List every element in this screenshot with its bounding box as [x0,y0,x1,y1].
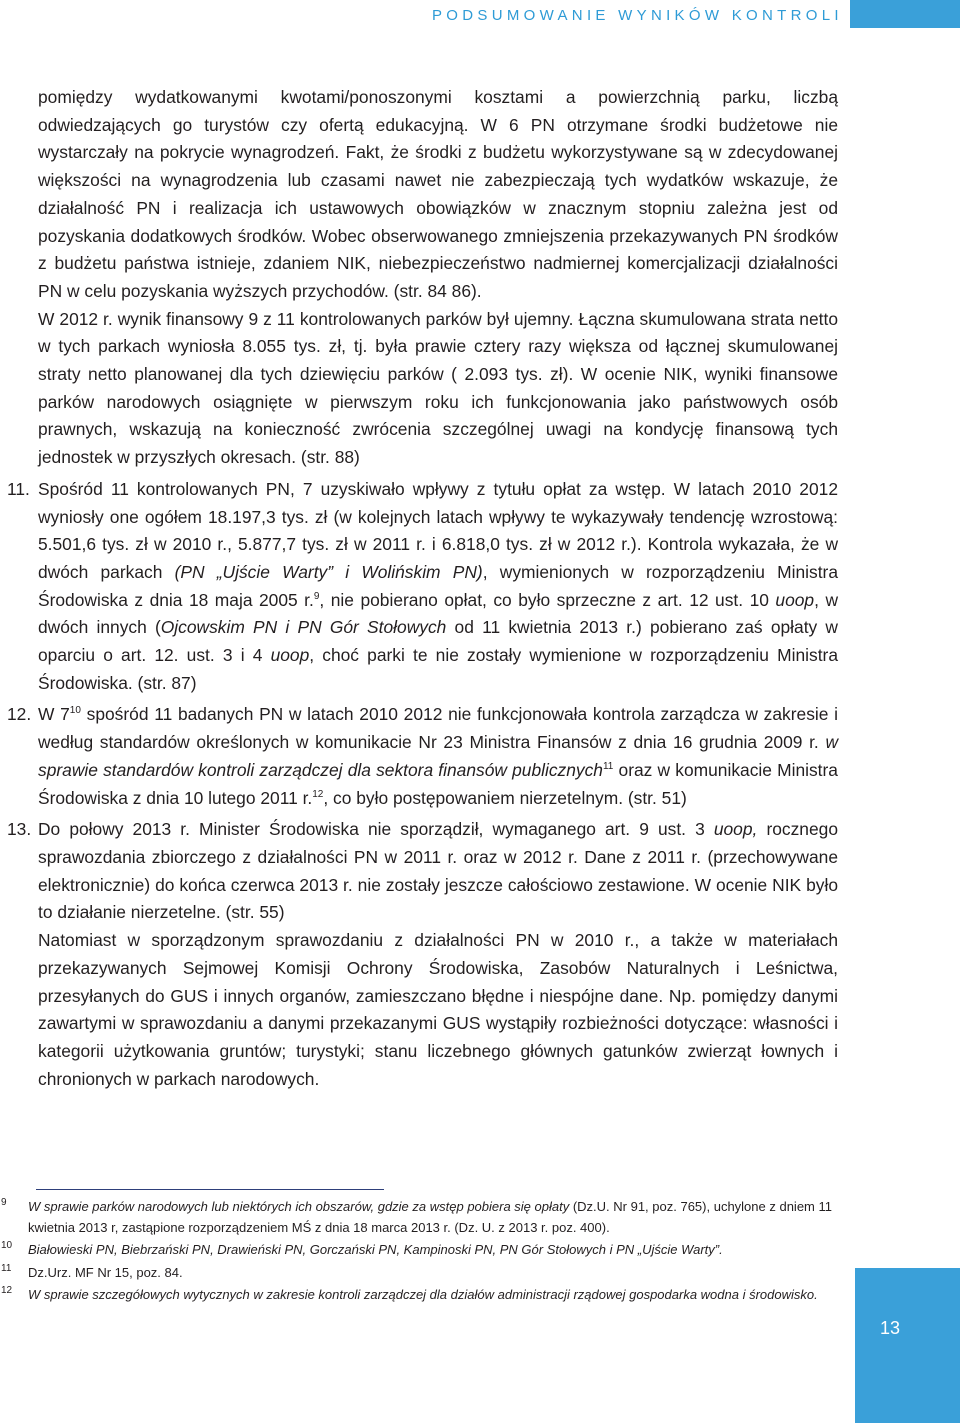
paragraph-2012-result: W 2012 r. wynik finansowy 9 z 11 kontrolowanych parków był ujemny. Łączna skumulowana strata netto w tych parkach wyniosła 8.055 tys. zł, tj. była prawie cztery razy większa od łącznej skumulowanej straty netto planowanej dla tych dziewięciu parków ( 2.093 tys. zł). W ocenie NIK, wyniki finansowe parków narodowych osiągnięte w pierwszym roku ich funkcjonowania jako państwowych osób prawnych, wskazują na konieczność zwrócenia szczególnej uwagi na kondycję finansową tych jednostek w przyszłych okresach. (str. 88) [38,308,838,468]
footnote-separator [36,1189,384,1190]
footnote-12: 12 W sprawie szczegółowych wytycznych w zakresie kontroli zarządczej dla działów administracji rządowej gospodarka wodna i środowisko. [28,1285,840,1306]
list-item-13 [7,816,838,1093]
list-item-text: Spośród 11 kontrolowanych PN, 7 uzyskiwało wpływy z tytułu opłat za wstęp. W latach 2010 2012 wyniosły one ogółem 18.197,3 tys. zł (w kolejnych latach wpływy te wykazywały tendencję wzrostową: 5.501,6 tys. zł w 2010 r., 5.877,7 tys. zł w 2011 r. i 6.818,0 tys. zł w 2012 r.). Kontrola wykazała, że w dwóch parkach (PN „Ujście Warty” i Wolińskim PN), wymienionych w rozporządzeniu Ministra Środowiska z dnia 18 maja 2005 r.$^9$, nie pobierano opłat, co było sprzeczne z art. 12 ust. 10 uoop, w dwóch innych (Ojcowskim PN i PN Gór Stołowych od 11 kwietnia 2013 r.) pobierano zaś opłaty w oparciu o art. 12. ust. 3 i 4 uoop, choć parki te nie zostały wymienione w rozporządzeniu Ministra Środowiska. (str. 87) [38,478,839,693]
footnote-number: 10 [1,1240,13,1251]
running-header: PODSUMOWANIE WYNIKÓW KONTROLI [432,7,843,24]
footnote-10: 10 Białowieski PN, Biebrzański PN, Drawieński PN, Gorczański PN, Kampinoski PN, PN Gór Stołowych i PN „Ujście Warty”. [28,1240,840,1261]
footnote-ref: 9 [313,590,320,602]
list-item-text: W $7^{10}$ spośród 11 badanych PN w latach 2010 2012 nie funkcjonowała kontrola zarządcza w zakresie i według standardów określonych w komunikacie Nr 23 Ministra Finansów z dnia 16 grudnia 2009 r. w sprawie standardów kontroli zarządczej dla sektora finansów publicznych$^{11}$ oraz w komunikacie Ministra Środowiska z dnia 10 lutego 2011 r.$^{12}$, co było postępowaniem nierzetelnym. (str. 51) [38,704,839,808]
list-item-11 [7,476,839,698]
list-item-number: 13. [7,819,32,840]
footnote-number: 12 [1,1285,13,1296]
footnote-number: 11 [1,1262,12,1274]
list-item-12 [7,701,839,812]
header-color-tab [850,0,960,28]
main-text [7,84,839,1093]
footnote-ref: 12 [312,788,324,800]
footnotes [1,1197,840,1308]
list-item-number: 11. [7,478,30,499]
footnote-ref: 11 [602,761,614,773]
footnote-11: 11 Dz.Urz. MF Nr 15, poz. 84. [28,1263,840,1284]
footnote-number: 9 [1,1197,7,1208]
list-item-text-continued: Natomiast w sporządzonym sprawozdaniu z działalności PN w 2010 r., a także w materiałach przekazywanych Sejmowej Komisji Ochrony Środowiska, Zasobów Naturalnych i Leśnictwa, przesyłanych do GUS i innych organów, zamieszczano błędne i niespójne dane. Np. pomiędzy danymi zawartymi w sprawozdaniu a danymi przekazanymi GUS wystąpiły rozbieżności dotyczące: własności i kategorii użytkowania gruntów; turystyki; stanu liczebnego głównych gatunków zwierząt łownych i chronionych w parkach narodowych. [38,930,838,1089]
page-number: 13 [880,1318,901,1338]
list-item-text: Do połowy 2013 r. Minister Środowiska nie sporządził, wymaganego art. 9 ust. 3 uoop, rocznego sprawozdania zbiorczego z działalności PN w 2011 r. oraz w 2012 r. Dane z 2011 r. (przechowywane elektronicznie) do końca czerwca 2013 r. nie zostały jeszcze całościowo zestawione. W ocenie NIK było to działanie nierzetelne. (str. 55) [38,819,838,923]
page-number-box [855,1268,960,1423]
footnote-9: 9 W sprawie parków narodowych lub niektórych ich obszarów, gdzie za wstęp pobiera się opłaty (Dz.U. Nr 91, poz. 765), uchylone z dniem 11 kwietnia 2013 r, zastąpione rozporządzeniem MŚ z dnia 18 marca 2013 r. (Dz. U. z 2013 r. poz. 400). [28,1197,840,1238]
list-item-number: 12. [7,704,32,725]
footnote-ref: 10 [69,705,81,717]
intro-paragraph: pomiędzy wydatkowanymi kwotami/ponoszonymi kosztami a powierzchnią parku, liczbą odwiedzających go turystów czy ofertą edukacyjną. W 6 PN otrzymane środki budżetowe nie wystarczały na pokrycie wynagrodzeń. Fakt, że środki z budżetu wykorzystywane są w zdecydowanej większości na wynagrodzenia lub czasami nawet nie zabezpieczają tych wydatków wskazuje, że działalność PN i realizacja ich ustawowych obowiązków w znacznym stopniu zależna jest od pozyskania dodatkowych środków. Wobec obserwowanego zmniejszenia przekazywanych PN środków z budżetu państwa istnieje, zdaniem NIK, niebezpieczeństwo nadmiernej komercjalizacji działalności PN w celu pozyskania wyższych przychodów. (str. 84 86). [38,87,838,301]
